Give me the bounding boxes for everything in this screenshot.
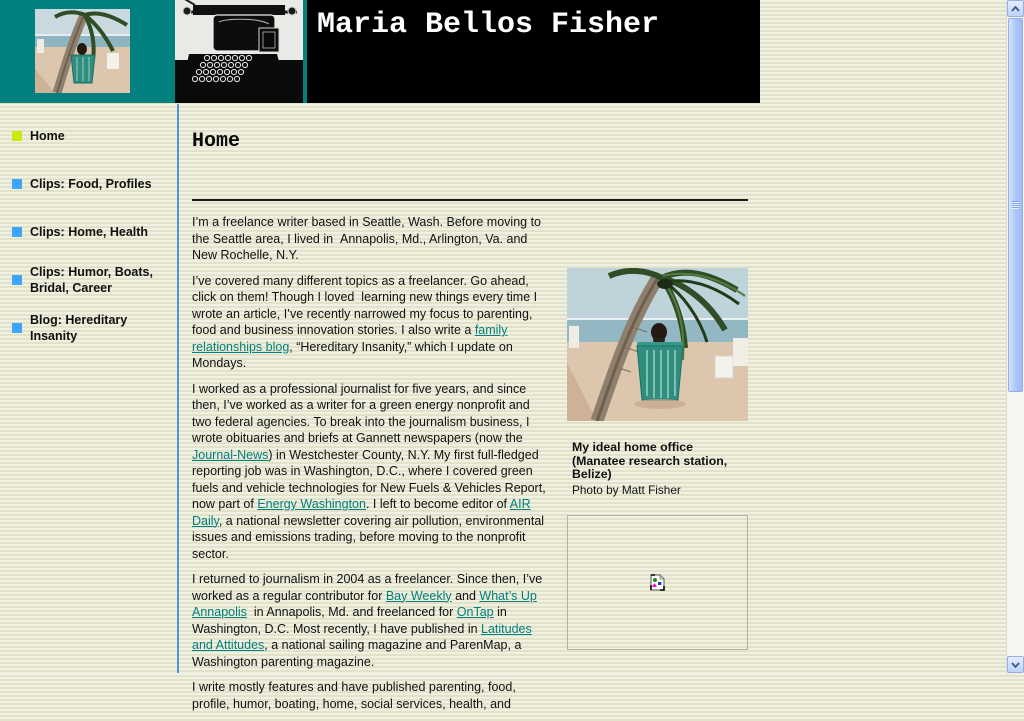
inline-link[interactable]: OnTap (456, 605, 494, 619)
paragraph: I’m a freelance writer based in Seattle, Wash. Before moving to the Seattle area, I lived in Annapolis, Md., Arlington, Va. and New Rochelle, N.Y. (192, 215, 542, 262)
sidebar-item[interactable] (12, 176, 152, 192)
sidebar-item-label: Home (30, 129, 65, 143)
inline-link[interactable]: Energy Washington (257, 497, 366, 511)
paragraph: I worked as a professional journalist for five years, and since then, I’ve worked as a writer for a green energy nonprofit and two federal agencies. To break into the journalism business, I wrote obituaries and briefs at Gannett newspapers (now the Journal-News) in Westchester County, N.Y. My first full-fledged reporting job was in Washington, D.C., where I covered green fuels and vehicle technologies for New Fuels & Vehicles Report, now part of Energy Washington. I left to become editor of AIR Daily, a national newsletter covering air pollution, environmental issues and emissions trading, before moving to the nonprofit sector. (192, 381, 546, 561)
sidebar-item-label: Clips: Humor, Boats, Bridal, Career (30, 265, 153, 295)
square-bullet-icon (12, 323, 22, 333)
sidebar-item[interactable] (12, 264, 162, 296)
scrollbar-thumb[interactable] (1008, 18, 1023, 392)
sidebar-item[interactable] (12, 312, 162, 344)
paragraph: I write mostly features and have published parenting, food, profile, humor, boating, home, social services, health, and (192, 680, 516, 711)
sidebar-item[interactable] (12, 128, 65, 144)
sidebar-separator-line (177, 104, 179, 673)
inline-link[interactable]: Bay Weekly (385, 588, 452, 603)
sidebar-nav (0, 0, 176, 673)
square-bullet-icon (12, 275, 22, 285)
inline-link[interactable]: Journal-News (192, 447, 269, 462)
paragraph: I returned to journalism in 2004 as a freelancer. Since then, I’ve worked as a regular contributor for Bay Weekly and What’s Up Annapolis in Annapolis, Md. and freelanced for OnTap in Washington, D.C. Most recently, I have published in Latitudes and Attitudes, a national sailing magazine and ParenMap, a Washington parenting magazine. (192, 572, 543, 669)
typewriter-image (175, 0, 303, 103)
sidebar-item[interactable] (12, 224, 148, 240)
sidebar-item-label: Clips: Food, Profiles (30, 177, 152, 191)
paragraph: I’ve covered many different topics as a freelancer. Go ahead, click on them! Though I loved learning new things every time I wrote an article, I’ve recently narrowed my focus to parenting, food and business innovation stories. I also write a family relationships blog, “Hereditary Insanity,” which I update on Mondays. (192, 273, 538, 370)
inline-link[interactable]: What’s Up Annapolis (192, 588, 537, 619)
heading-rule (192, 199, 748, 201)
inline-link[interactable]: Latitudes and Attitudes (192, 621, 532, 652)
page-title: Home (192, 130, 241, 154)
chevron-down-icon (1011, 662, 1020, 668)
sidebar-item-label: Blog: Hereditary Insanity (30, 313, 128, 343)
header-banner (307, 0, 760, 103)
inline-link[interactable]: family relationships blog (192, 323, 508, 354)
inline-link[interactable]: AIR Daily (192, 497, 531, 528)
chevron-up-icon (1011, 6, 1020, 12)
square-bullet-icon (12, 227, 22, 237)
vertical-scrollbar[interactable] (1006, 0, 1024, 673)
beach-photo (567, 268, 748, 421)
photo-caption (572, 441, 744, 497)
scroll-up-button[interactable] (1007, 0, 1024, 17)
sidebar-item-label: Clips: Home, Health (30, 225, 149, 239)
missing-image-placeholder (567, 515, 748, 650)
scrollbar-grip (1012, 201, 1019, 209)
photo-credit: Photo by Matt Fisher (572, 482, 681, 497)
scroll-down-button[interactable] (1007, 656, 1024, 673)
article-paragraphs (192, 214, 550, 721)
photo-caption-text: My ideal home office (Manatee research station, Belize) (572, 440, 728, 481)
square-bullet-icon (12, 131, 22, 141)
site-title: Maria Bellos Fisher (317, 8, 660, 42)
square-bullet-icon (12, 179, 22, 189)
broken-image-icon (649, 574, 666, 591)
